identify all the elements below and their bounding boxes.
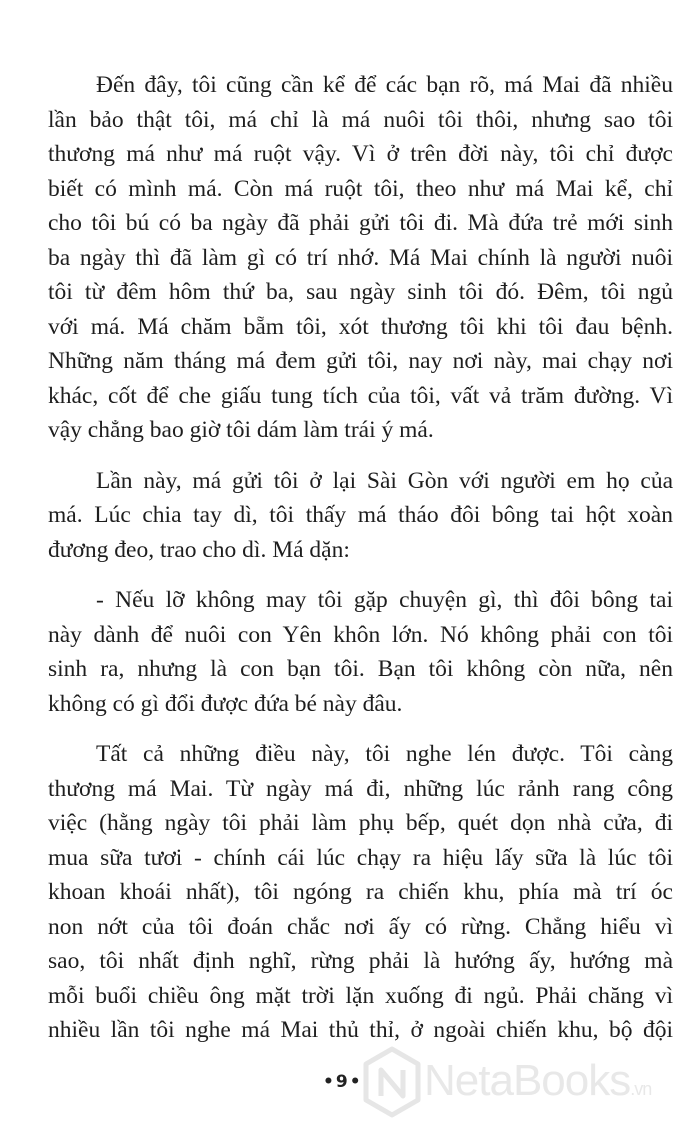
text-line: tôi từ đêm hôm thứ ba, sau ngày sinh tôi đó. Đêm, tôi ngủ bbox=[48, 279, 673, 305]
text-line: - Nếu lỡ không may tôi gặp chuyện gì, thì đôi bông tai bbox=[96, 587, 673, 613]
page-number: •9• bbox=[323, 1072, 363, 1092]
paragraph bbox=[48, 583, 673, 721]
text-line: nhiều lần tôi nghe má Mai thủ thỉ, ở ngoài chiến khu, bộ đội bbox=[48, 1017, 673, 1043]
text-line: Những năm tháng má đem gửi tôi, nay nơi này, mai chạy nơi bbox=[48, 348, 673, 374]
text-line: này dành để nuôi con Yên khôn lớn. Nó không phải con tôi bbox=[48, 621, 673, 648]
paragraph bbox=[48, 737, 673, 1048]
watermark-brand: NetaBooks bbox=[424, 1056, 631, 1105]
text-line: ba ngày thì đã làm gì có trí nhớ. Má Mai chính là người nuôi bbox=[48, 244, 673, 271]
text-line: sao, tôi nhất định nghĩ, rừng phải là hướng ấy, hướng mà bbox=[48, 948, 673, 974]
book-page-text bbox=[48, 68, 673, 1048]
text-line: sinh ra, nhưng là con bạn tôi. Bạn tôi không còn nữa, nên bbox=[48, 656, 673, 682]
text-line: mỗi buổi chiều ông mặt trời lặn xuống đi ngủ. Phải chăng vì bbox=[48, 982, 673, 1009]
text-line: Lần này, má gửi tôi ở lại Sài Gòn với người em họ của bbox=[96, 467, 673, 494]
text-line: cho tôi bú có ba ngày đã phải gửi tôi đi. Mà đứa trẻ mới sinh bbox=[48, 210, 673, 236]
text-line: thương má Mai. Từ ngày má đi, những lúc rảnh rang công bbox=[48, 775, 673, 802]
netabooks-hexagon-logo-icon bbox=[362, 1046, 422, 1118]
text-line: với má. Má chăm bẵm tôi, xót thương tôi khi tôi đau bệnh. bbox=[48, 313, 673, 340]
text-line: khác, cốt để che giấu tung tích của tôi, vất vả trăm đường. Vì bbox=[48, 382, 673, 409]
text-line: biết có mình má. Còn má ruột tôi, theo như má Mai kể, chỉ bbox=[48, 175, 673, 202]
text-line: không có gì đổi được đứa bé này đâu. bbox=[48, 690, 403, 717]
text-line: việc (hằng ngày tôi phải làm phụ bếp, quét dọn nhà cửa, đi bbox=[48, 810, 673, 836]
text-line: đương đeo, trao cho dì. Má dặn: bbox=[48, 536, 350, 563]
text-line: má. Lúc chia tay dì, tôi thấy má tháo đôi bông tai hột xoàn bbox=[48, 502, 673, 528]
watermark-suffix: .vn bbox=[630, 1079, 652, 1099]
text-line: Tất cả những điều này, tôi nghe lén được. Tôi càng bbox=[96, 741, 673, 767]
text-line: lần bảo thật tôi, má chỉ là má nuôi tôi thôi, nhưng sao tôi bbox=[48, 106, 673, 133]
paragraph bbox=[48, 464, 673, 568]
text-line: thương má như má ruột vậy. Vì ở trên đời này, tôi chỉ được bbox=[48, 141, 673, 167]
text-line: khoan khoái nhất), tôi ngóng ra chiến khu, phía mà trí óc bbox=[48, 879, 673, 905]
text-line: mua sữa tươi - chính cái lúc chạy ra hiệu lấy sữa là lúc tôi bbox=[48, 844, 673, 871]
netabooks-watermark bbox=[362, 1046, 692, 1118]
text-line: Đến đây, tôi cũng cần kể để các bạn rõ, má Mai đã nhiều bbox=[96, 72, 673, 98]
paragraph bbox=[48, 68, 673, 448]
watermark-text bbox=[424, 1056, 651, 1106]
text-line: vậy chẳng bao giờ tôi dám làm trái ý má. bbox=[48, 417, 434, 443]
text-line: non nớt của tôi đoán chắc nơi ấy có rừng. Chẳng hiểu vì bbox=[48, 913, 673, 940]
